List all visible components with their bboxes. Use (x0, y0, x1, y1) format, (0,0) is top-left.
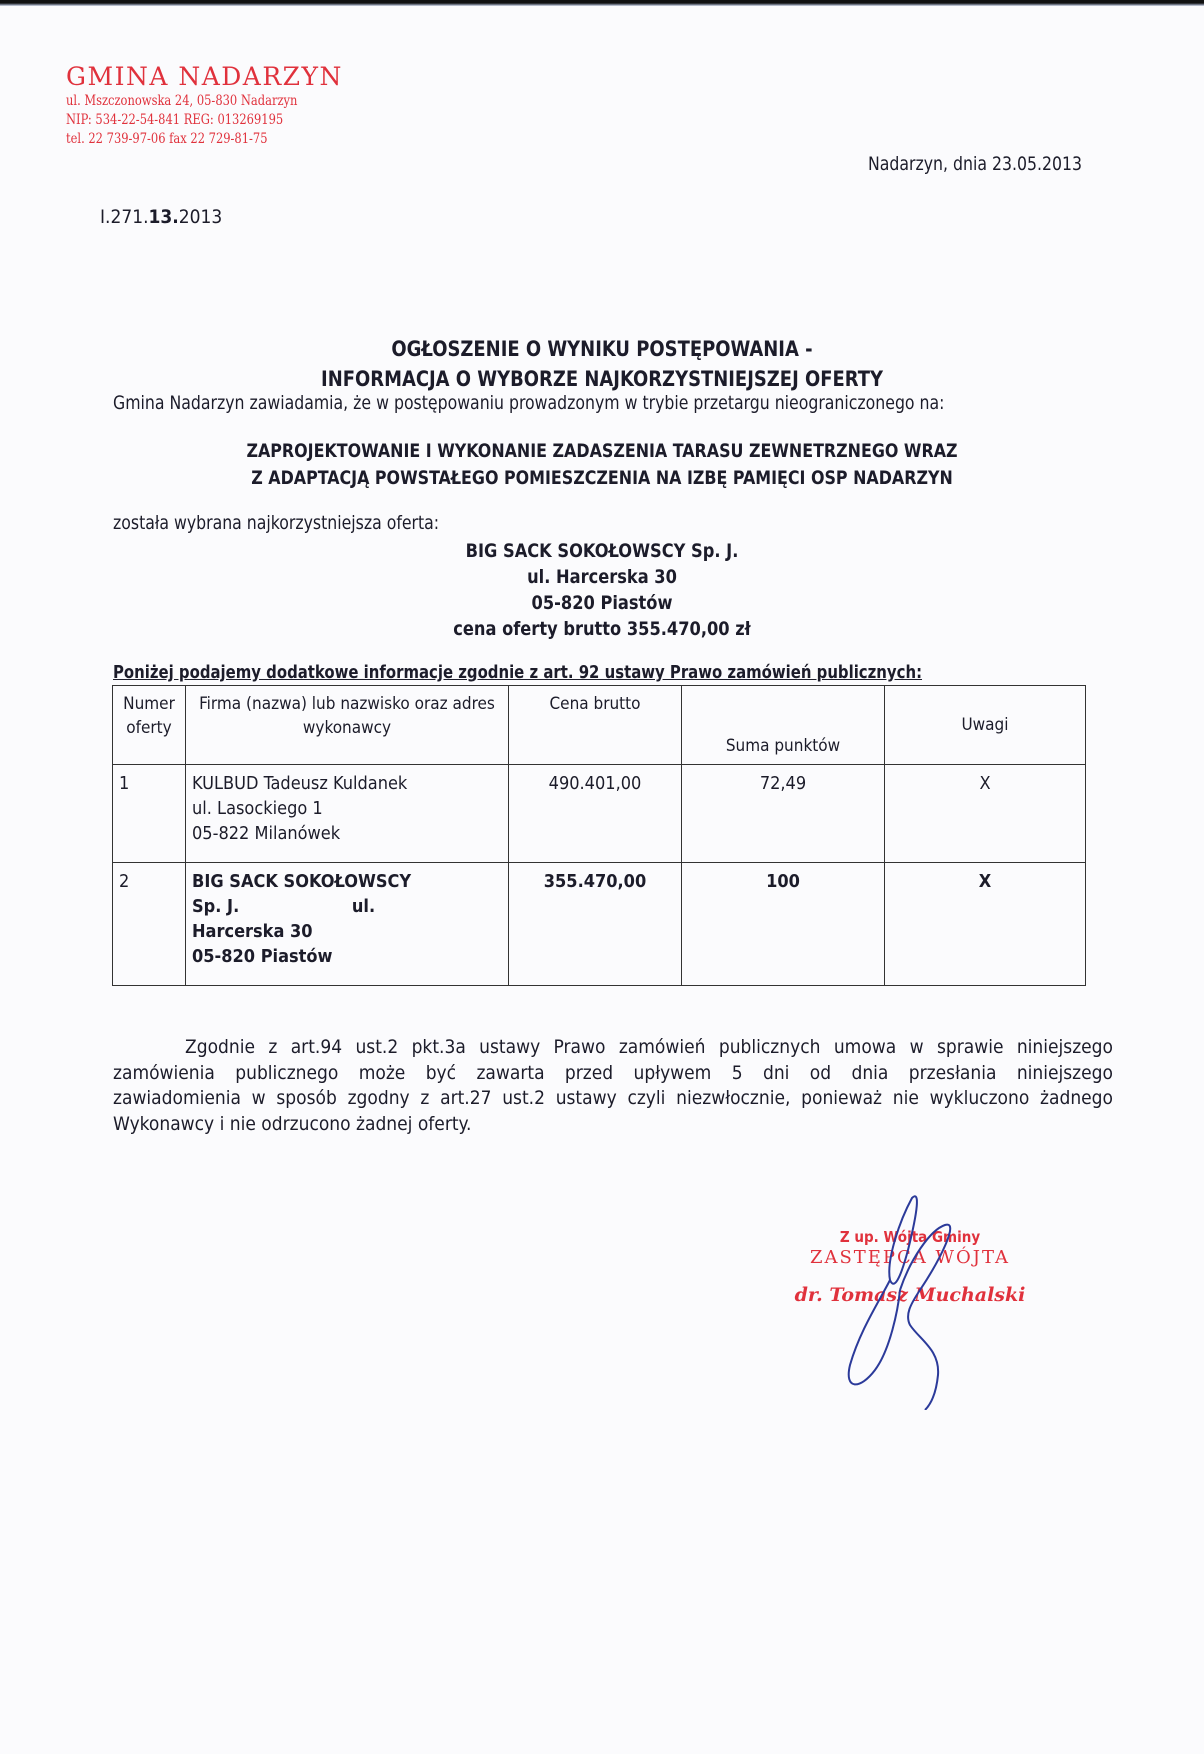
org-name: GMINA NADARZYN (66, 62, 343, 91)
selected-offer-label: została wybrana najkorzystniejsza oferta: (113, 512, 440, 534)
paragraph-line: zawiadomienia w sposób zgodny z art.27 ust.2 ustawy czyli niezwłocznie, ponieważ nie wykluczono żadnego (113, 1087, 1113, 1109)
legal-paragraph (113, 1035, 1113, 1137)
org-ids: NIP: 534-22-54-841 REG: 013269195 (66, 112, 284, 128)
handwritten-signature-icon (820, 1190, 1020, 1410)
winner-street: ul. Harcerska 30 (527, 566, 677, 588)
company-line: Sp. J. ul. (192, 896, 376, 917)
reference-number (100, 206, 222, 228)
cell-number: 2 (113, 863, 186, 986)
company-line: ul. Lasockiego 1 (192, 798, 323, 819)
selected-offer (0, 538, 1204, 642)
stamp-line-1: Z up. Wójta Gminy (839, 1228, 981, 1246)
additional-info-heading: Poniżej podajemy dodatkowe informacje zgodnie z art. 92 ustawy Prawo zamówień publicznych: (113, 662, 923, 683)
company-line: 05-822 Milanówek (192, 823, 341, 844)
company-line: BIG SACK SOKOŁOWSCY (192, 871, 412, 892)
table-row (113, 765, 1086, 863)
project-line-2: Z ADAPTACJĄ POWSTAŁEGO POMIESZCZENIA NA IZBĘ PAMIĘCI OSP NADARZYN (251, 467, 953, 489)
stamp-line-2: ZASTĘPCA WÓJTA (809, 1247, 1011, 1268)
org-address: ul. Mszczonowska 24, 05-830 Nadarzyn (66, 93, 298, 109)
paragraph-line: Wykonawcy i nie odrzucono żadnej oferty. (113, 1112, 472, 1135)
stamp-line-3: dr. Tomasz Muchalski (794, 1284, 1026, 1306)
table-row (113, 863, 1086, 986)
header-number: Numer oferty (113, 686, 186, 765)
winner-price: cena oferty brutto 355.470,00 zł (453, 618, 751, 640)
org-contact: tel. 22 739-97-06 fax 22 729-81-75 (66, 131, 268, 147)
company-line: Harcerska 30 (192, 921, 313, 942)
project-title (0, 438, 1204, 492)
cell-points: 72,49 (682, 765, 885, 863)
header-price: Cena brutto (509, 686, 682, 765)
cell-price: 490.401,00 (509, 765, 682, 863)
paragraph-line: Zgodnie z art.94 ust.2 pkt.3a ustawy Prawo zamówień publicznych umowa w sprawie niniejszego (185, 1036, 1113, 1058)
cell-company (186, 863, 509, 986)
header-notes: Uwagi (885, 686, 1086, 765)
letterhead-stamp (66, 62, 348, 149)
cell-notes: X (885, 765, 1086, 863)
cell-number: 1 (113, 765, 186, 863)
document-date: Nadarzyn, dnia 23.05.2013 (868, 153, 1082, 175)
paragraph-line: zamówienia publicznego może być zawarta przed upływem 5 dni od dnia przesłania niniejszego (113, 1061, 1113, 1084)
cell-company (186, 765, 509, 863)
cell-points: 100 (682, 863, 885, 986)
offers-table (112, 685, 1086, 986)
document-title (0, 334, 1204, 394)
table-header-row (113, 686, 1086, 765)
company-line: KULBUD Tadeusz Kuldanek (192, 773, 408, 794)
winner-city: 05-820 Piastów (531, 592, 673, 614)
ref-suffix: 2013 (178, 206, 223, 228)
scan-edge (0, 0, 1204, 6)
header-company: Firma (nazwa) lub nazwisko oraz adres wykonawcy (186, 686, 509, 765)
project-line-1: ZAPROJEKTOWANIE I WYKONANIE ZADASZENIA TARASU ZEWNETRZNEGO WRAZ (246, 440, 958, 462)
ref-bold: 13. (148, 206, 179, 228)
title-line-2: INFORMACJA O WYBORZE NAJKORZYSTNIEJSZEJ OFERTY (321, 367, 883, 391)
ref-prefix: I.271. (100, 206, 149, 228)
winner-company: BIG SACK SOKOŁOWSCY Sp. J. (465, 540, 739, 562)
company-line: 05-820 Piastów (192, 946, 333, 967)
header-points: Suma punktów (682, 686, 885, 765)
intro-text: Gmina Nadarzyn zawiadamia, że w postępowaniu prowadzonym w trybie przetargu nieograniczonego na: (113, 392, 945, 414)
cell-notes: X (885, 863, 1086, 986)
cell-price: 355.470,00 (509, 863, 682, 986)
title-line-1: OGŁOSZENIE O WYNIKU POSTĘPOWANIA - (391, 337, 813, 361)
